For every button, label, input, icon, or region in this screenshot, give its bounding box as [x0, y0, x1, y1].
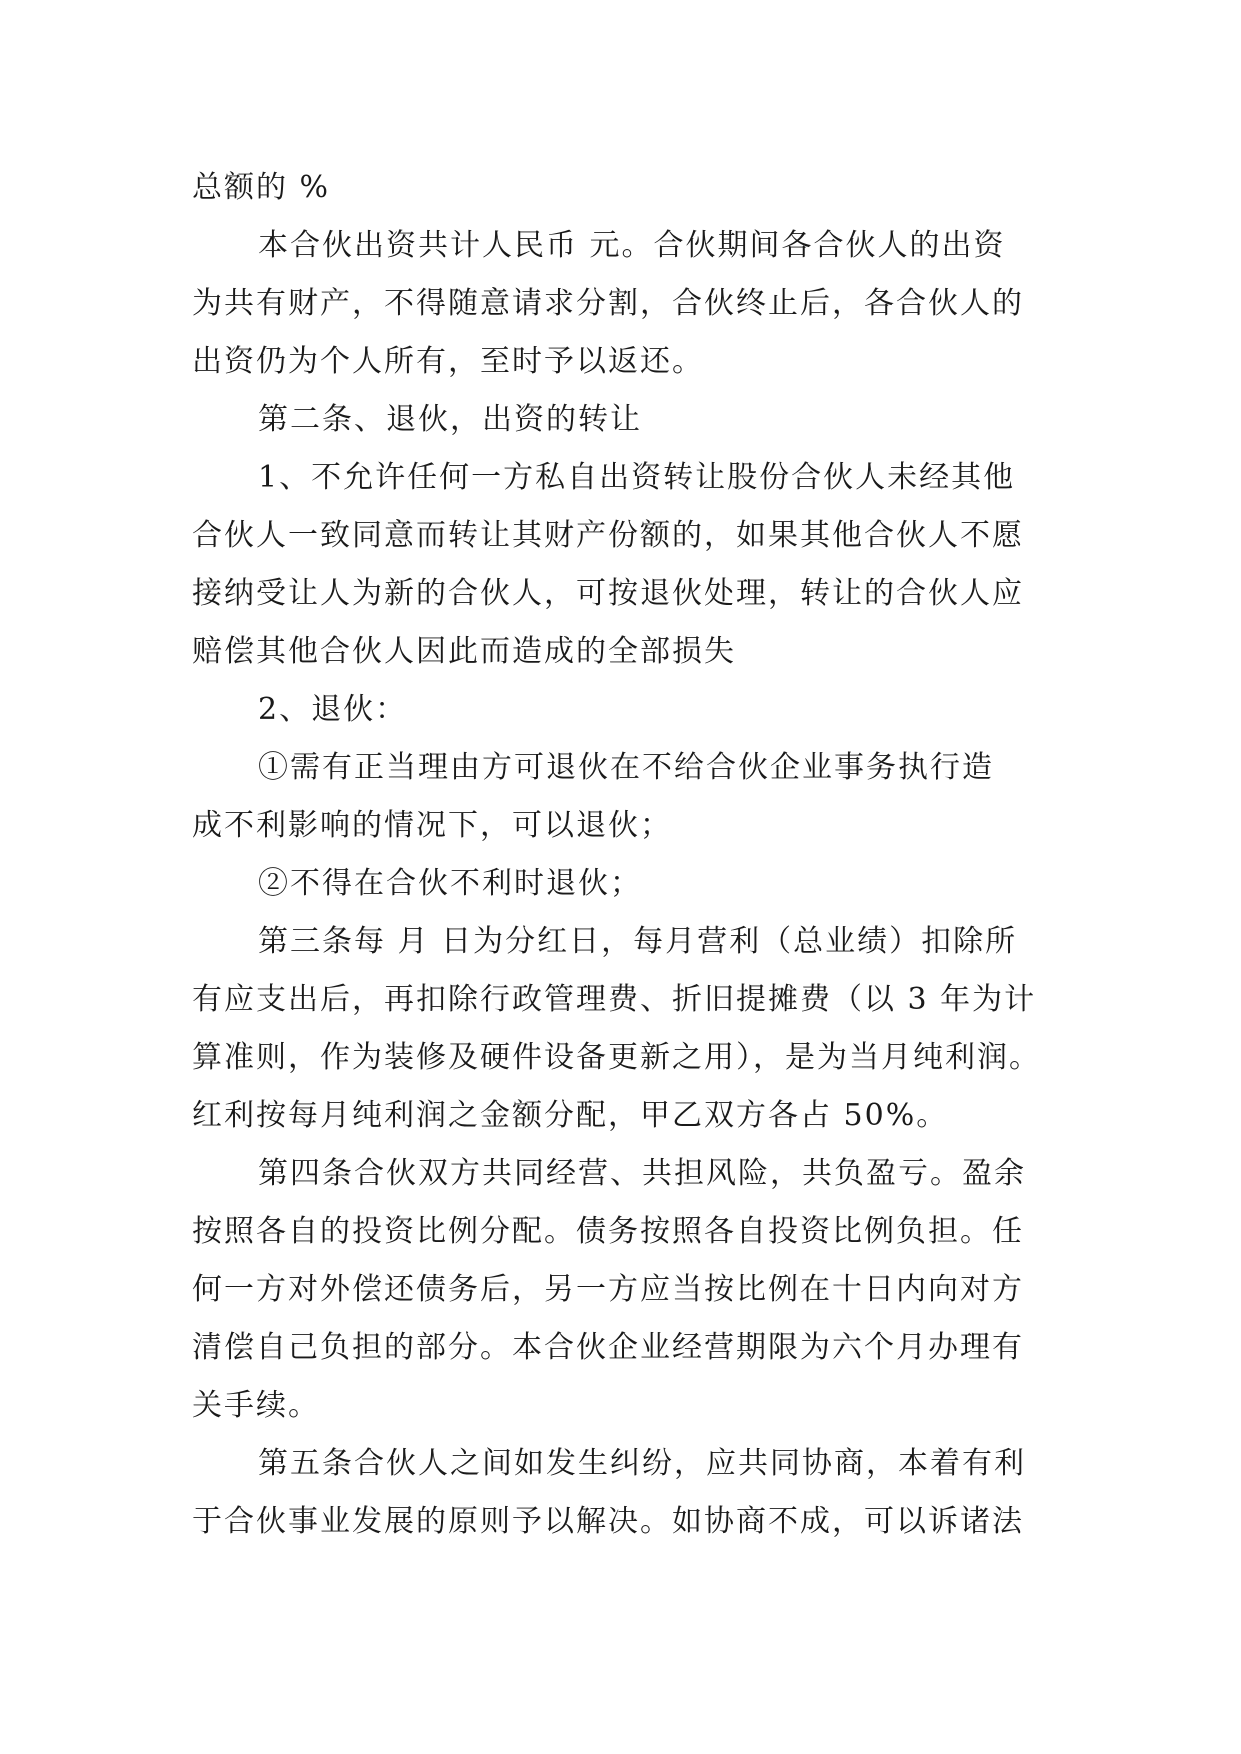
text-line-4: 出资仍为个人所有，至时予以返还。 — [192, 344, 704, 379]
text-line-13: ②不得在合伙不利时退伙； — [258, 866, 642, 901]
text-line-12: 成不利影响的情况下，可以退伙； — [192, 808, 672, 843]
text-line-10: 2、退伙： — [258, 692, 408, 727]
text-line-11: ①需有正当理由方可退伙在不给合伙企业事务执行造 — [258, 750, 994, 785]
text-line-21: 清偿自己负担的部分。本合伙企业经营期限为六个月办理有 — [192, 1330, 1024, 1365]
text-line-3: 为共有财产，不得随意请求分割，合伙终止后，各合伙人的 — [192, 286, 1024, 321]
text-line-23: 第五条合伙人之间如发生纠纷，应共同协商，本着有利 — [258, 1446, 1026, 1481]
text-line-17: 红利按每月纯利润之金额分配，甲乙双方各占 50%。 — [192, 1098, 949, 1133]
text-line-15: 有应支出后，再扣除行政管理费、折旧提摊费（以 3 年为计 — [192, 982, 1037, 1017]
text-line-1: 总额的 % — [192, 170, 331, 205]
text-line-19: 按照各自的投资比例分配。债务按照各自投资比例负担。任 — [192, 1214, 1024, 1249]
text-line-14: 第三条每 月 日为分红日，每月营利（总业绩）扣除所 — [258, 924, 1018, 959]
text-line-6: 1、不允许任何一方私自出资转让股份合伙人未经其他 — [258, 460, 1016, 495]
text-line-9: 赔偿其他合伙人因此而造成的全部损失 — [192, 634, 736, 669]
text-line-5: 第二条、退伙，出资的转让 — [258, 402, 642, 437]
text-line-2: 本合伙出资共计人民币 元。合伙期间各合伙人的出资 — [258, 228, 1006, 263]
text-line-24: 于合伙事业发展的原则予以解决。如协商不成，可以诉诸法 — [192, 1504, 1024, 1539]
text-line-16: 算准则，作为装修及硬件设备更新之用），是为当月纯利润。 — [192, 1040, 1041, 1075]
text-line-7: 合伙人一致同意而转让其财产份额的，如果其他合伙人不愿 — [192, 518, 1024, 553]
text-line-20: 何一方对外偿还债务后，另一方应当按比例在十日内向对方 — [192, 1272, 1024, 1307]
text-line-8: 接纳受让人为新的合伙人，可按退伙处理，转让的合伙人应 — [192, 576, 1024, 611]
text-line-18: 第四条合伙双方共同经营、共担风险，共负盈亏。盈余 — [258, 1156, 1026, 1191]
text-line-22: 关手续。 — [192, 1388, 320, 1423]
